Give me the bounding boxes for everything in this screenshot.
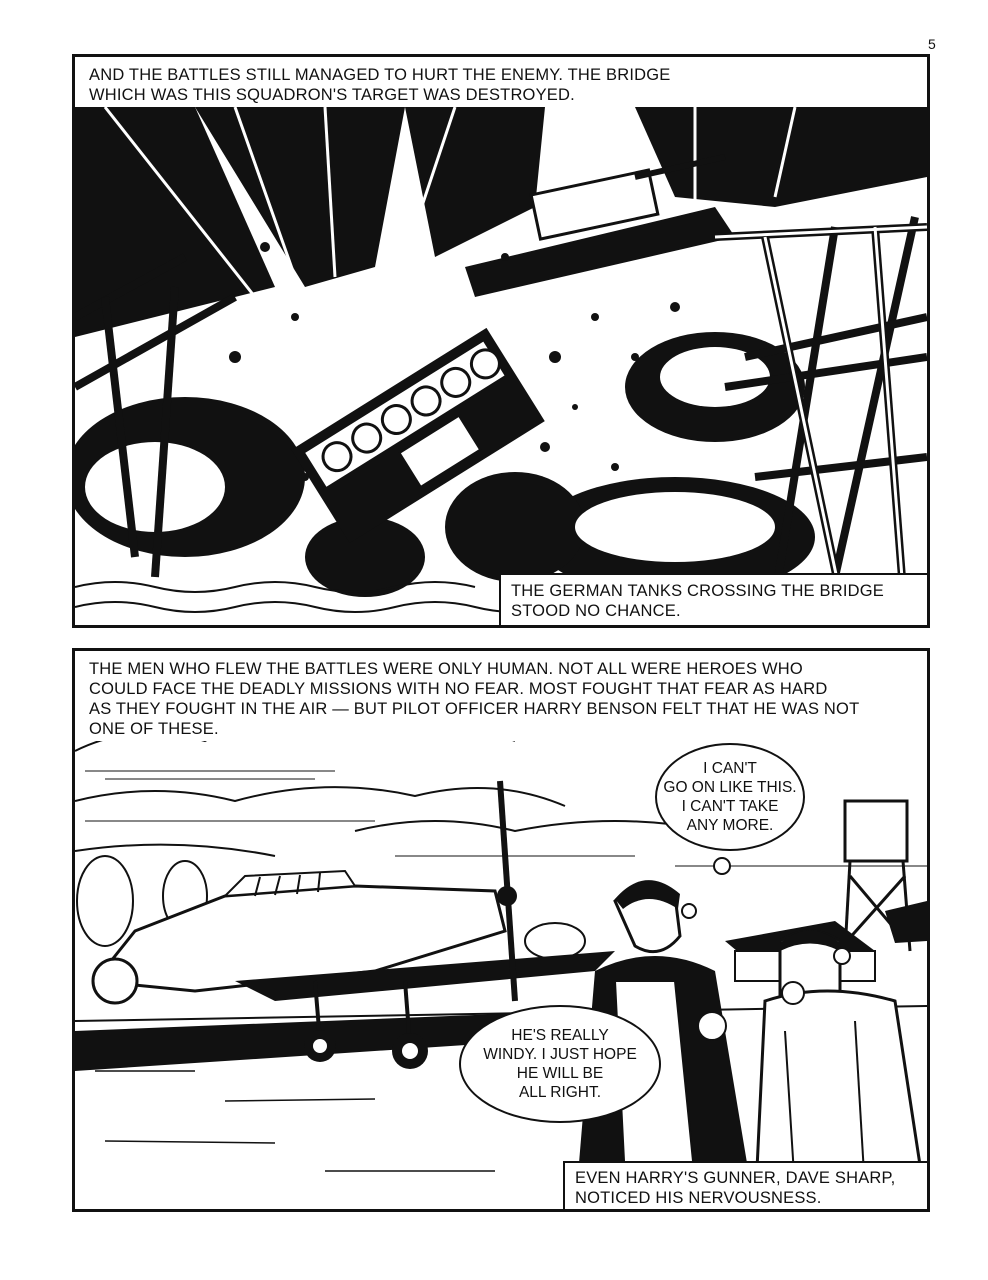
speech-balloon-harry: I CAN'T GO ON LIKE THIS. I CAN'T TAKE ANY MORE.: [655, 743, 805, 851]
thought-dot-dave-1: [697, 1011, 727, 1041]
comic-panel-airfield: [72, 648, 930, 1212]
bridge-explosion-illustration: [75, 57, 927, 625]
caption-tanks-no-chance: THE GERMAN TANKS CROSSING THE BRIDGE STOOD NO CHANCE.: [499, 573, 930, 628]
thought-dot-harry-2: [681, 903, 697, 919]
page-number: 5: [928, 36, 936, 52]
caption-gunner-dave-sharp: EVEN HARRY'S GUNNER, DAVE SHARP, NOTICED HIS NERVOUSNESS.: [563, 1161, 930, 1212]
thought-dot-dave-2: [781, 981, 805, 1005]
caption-bridge-destroyed: AND THE BATTLES STILL MANAGED TO HURT THE ENEMY. THE BRIDGE WHICH WAS THIS SQUADRON'S TARGET WAS DESTROYED.: [83, 63, 703, 107]
caption-harry-benson-fear: THE MEN WHO FLEW THE BATTLES WERE ONLY HUMAN. NOT ALL WERE HEROES WHO COULD FACE THE DEADLY MISSIONS WITH NO FEAR. MOST FOUGHT THAT FEAR AS HARD AS THEY FOUGHT IN THE AIR — BUT PILOT OFFICER HARRY BENSON FELT THAT HE WAS NOT ONE OF THESE.: [83, 657, 903, 741]
thought-dot-dave-3: [833, 947, 851, 965]
thought-dot-harry-1: [713, 857, 731, 875]
speech-balloon-dave: HE'S REALLY WINDY. I JUST HOPE HE WILL BE ALL RIGHT.: [459, 1005, 661, 1123]
comic-panel-bridge-explosion: [72, 54, 930, 628]
